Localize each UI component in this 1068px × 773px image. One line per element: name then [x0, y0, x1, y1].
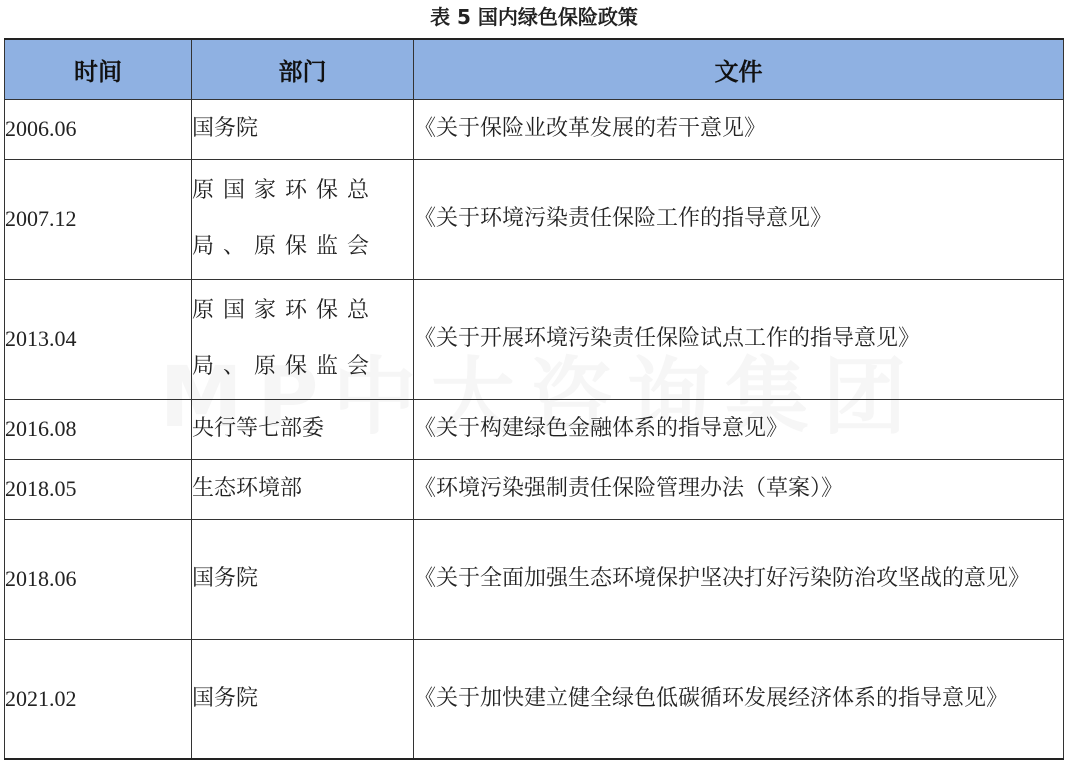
row-time: 2018.06 [5, 519, 192, 639]
row-time: 2013.04 [5, 279, 192, 399]
row-time: 2007.12 [5, 159, 192, 279]
row-department: 国务院 [192, 519, 414, 639]
table-row [5, 639, 1064, 759]
table-header-row [5, 39, 1064, 99]
row-time: 2006.06 [5, 99, 192, 159]
table-row [5, 279, 1064, 399]
header-document: 文件 [414, 39, 1064, 99]
row-department: 国务院 [192, 639, 414, 759]
row-department: 原国家环保总局、原保监会 [192, 279, 414, 399]
row-document: 《关于构建绿色金融体系的指导意见》 [414, 399, 1064, 459]
row-department: 生态环境部 [192, 459, 414, 519]
table-row [5, 159, 1064, 279]
row-time: 2016.08 [5, 399, 192, 459]
table-caption: 表 5 国内绿色保险政策 [430, 5, 638, 29]
row-department: 原国家环保总局、原保监会 [192, 159, 414, 279]
table-row [5, 459, 1064, 519]
row-document: 《关于环境污染责任保险工作的指导意见》 [414, 159, 1064, 279]
policy-table [4, 38, 1064, 760]
table-row [5, 519, 1064, 639]
row-time: 2021.02 [5, 639, 192, 759]
row-document: 《关于开展环境污染责任保险试点工作的指导意见》 [414, 279, 1064, 399]
row-department: 国务院 [192, 99, 414, 159]
row-time: 2018.05 [5, 459, 192, 519]
header-department: 部门 [192, 39, 414, 99]
row-document: 《关于保险业改革发展的若干意见》 [414, 99, 1064, 159]
row-document: 《关于加快建立健全绿色低碳循环发展经济体系的指导意见》 [414, 639, 1064, 759]
row-department: 央行等七部委 [192, 399, 414, 459]
table-row [5, 399, 1064, 459]
row-document: 《环境污染强制责任保险管理办法（草案）》 [414, 459, 1064, 519]
table-row [5, 99, 1064, 159]
row-document: 《关于全面加强生态环境保护坚决打好污染防治攻坚战的意见》 [414, 519, 1064, 639]
header-time: 时间 [5, 39, 192, 99]
